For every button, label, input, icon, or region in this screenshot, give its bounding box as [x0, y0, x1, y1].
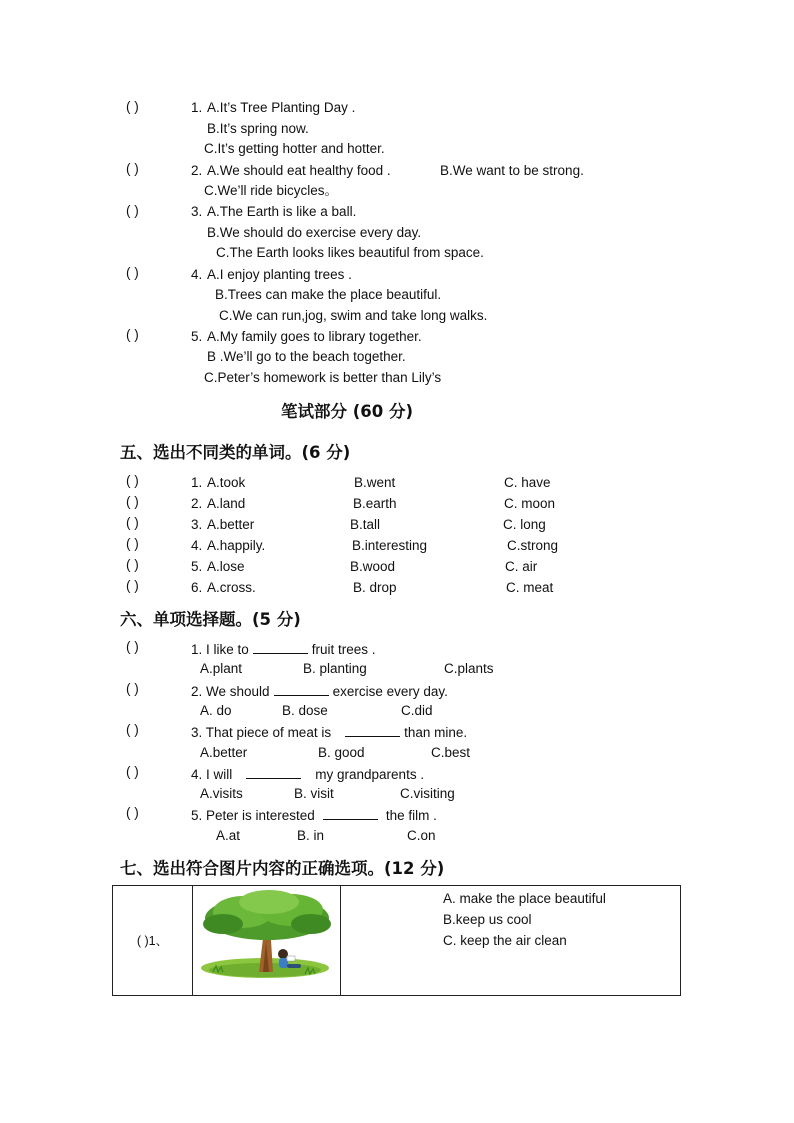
- option-c: C.The Earth looks likes beautiful from space.: [216, 245, 484, 260]
- choice-b: B.interesting: [352, 538, 428, 553]
- section7-heading: 七、选出符合图片内容的正确选项。(12 分): [120, 859, 445, 878]
- row-number: 4.: [191, 538, 203, 553]
- question-number: 4.: [191, 267, 203, 282]
- choice-a: A.took: [207, 475, 246, 490]
- answer-paren[interactable]: ( ): [126, 578, 139, 593]
- stem-text: 5. Peter is interested: [191, 808, 315, 823]
- option-a: A.I enjoy planting trees .: [207, 267, 352, 282]
- written-part-title: 笔试部分 (60 分): [281, 402, 414, 421]
- row-number: 1.: [191, 475, 203, 490]
- choice-c: C. air: [505, 559, 538, 574]
- option-c: C.We’ll ride bicycles。: [204, 183, 339, 198]
- option-b: B. planting: [303, 661, 367, 676]
- choice-c: C.strong: [507, 538, 559, 553]
- choice-c: C. meat: [506, 580, 554, 595]
- choice-a: A.lose: [207, 559, 245, 574]
- section6-heading: 六、单项选择题。(5 分): [120, 610, 301, 629]
- fill-blank[interactable]: [274, 683, 329, 696]
- option-a: A. make the place beautiful: [443, 891, 606, 906]
- stem-text: 2. We should: [191, 684, 270, 699]
- question-stem: [191, 683, 448, 700]
- stem-text: fruit trees .: [311, 642, 376, 657]
- answer-paren[interactable]: ( ): [126, 265, 139, 280]
- answer-paren[interactable]: ( ): [126, 536, 139, 551]
- option-c: C. keep the air clean: [443, 933, 567, 948]
- answer-cell[interactable]: [113, 886, 193, 996]
- stem-text: the film .: [385, 808, 437, 823]
- choice-a: A.happily.: [207, 538, 266, 553]
- stem-text: than mine.: [404, 725, 468, 740]
- option-c: C.Peter’s homework is better than Lily’s: [204, 370, 442, 385]
- option-a: A.The Earth is like a ball.: [207, 204, 357, 219]
- choice-c: C. long: [503, 517, 546, 532]
- option-b: B.Trees can make the place beautiful.: [215, 287, 442, 302]
- option-a: A.visits: [200, 786, 243, 801]
- choice-a: A.land: [207, 496, 246, 511]
- answer-paren[interactable]: ( ): [126, 473, 139, 488]
- row-number: 5.: [191, 559, 203, 574]
- question-stem: [191, 724, 467, 741]
- question-stem: [191, 641, 376, 658]
- option-c: C.We can run,jog, swim and take long walks.: [219, 308, 488, 323]
- option-b: B. dose: [282, 703, 328, 718]
- section5-heading: 五、选出不同类的单词。(6 分): [120, 443, 351, 462]
- stem-text: 4. I will: [191, 767, 233, 782]
- choice-c: C. have: [504, 475, 551, 490]
- picture-question-table: [112, 885, 681, 996]
- answer-label: ( )1、: [136, 933, 169, 948]
- option-a: A.better: [200, 745, 248, 760]
- option-c: C.best: [431, 745, 471, 760]
- choice-c: C. moon: [504, 496, 556, 511]
- choice-b: B.wood: [350, 559, 396, 574]
- choice-a: A.better: [207, 517, 255, 532]
- stem-text: 3. That piece of meat is: [191, 725, 332, 740]
- answer-paren[interactable]: ( ): [126, 557, 139, 572]
- fill-blank[interactable]: [246, 766, 301, 779]
- option-c: C.plants: [444, 661, 494, 676]
- answer-paren[interactable]: ( ): [126, 764, 139, 779]
- option-c: C.did: [401, 703, 433, 718]
- question-number: 3.: [191, 204, 203, 219]
- stem-text: 1. I like to: [191, 642, 249, 657]
- option-b: B. good: [318, 745, 365, 760]
- answer-paren[interactable]: ( ): [126, 722, 139, 737]
- question-stem: [191, 807, 437, 824]
- option-b: B. visit: [294, 786, 334, 801]
- answer-paren[interactable]: ( ): [126, 203, 139, 218]
- choice-b: B.went: [354, 475, 396, 490]
- answer-paren[interactable]: ( ): [126, 639, 139, 654]
- option-c: C.visiting: [400, 786, 455, 801]
- question-stem: [191, 766, 424, 783]
- row-number: 6.: [191, 580, 203, 595]
- option-a: A.It’s Tree Planting Day .: [207, 100, 356, 115]
- option-a: A.plant: [200, 661, 243, 676]
- options-cell: [341, 886, 681, 996]
- answer-paren[interactable]: ( ): [126, 161, 139, 176]
- table-row: [113, 886, 681, 996]
- option-c: C.on: [407, 828, 436, 843]
- choice-b: B.earth: [353, 496, 397, 511]
- answer-paren[interactable]: ( ): [126, 494, 139, 509]
- answer-paren[interactable]: ( ): [126, 681, 139, 696]
- stem-text: my grandparents .: [315, 767, 425, 782]
- option-a: A. do: [200, 703, 232, 718]
- image-cell: [193, 886, 341, 996]
- option-b: B.We want to be strong.: [440, 163, 584, 178]
- option-b: B.It’s spring now.: [207, 121, 309, 136]
- option-c: C.It’s getting hotter and hotter.: [204, 141, 385, 156]
- choice-b: B. drop: [353, 580, 397, 595]
- choice-b: B.tall: [350, 517, 381, 532]
- stem-text: exercise every day.: [332, 684, 448, 699]
- fill-blank[interactable]: [345, 724, 400, 737]
- fill-blank[interactable]: [253, 641, 308, 654]
- fill-blank[interactable]: [323, 807, 378, 820]
- option-a: A.My family goes to library together.: [207, 329, 422, 344]
- row-number: 2.: [191, 496, 203, 511]
- answer-paren[interactable]: ( ): [126, 515, 139, 530]
- answer-paren[interactable]: ( ): [126, 99, 139, 114]
- option-b: B.We should do exercise every day.: [207, 225, 422, 240]
- answer-paren[interactable]: ( ): [126, 805, 139, 820]
- question-number: 5.: [191, 329, 203, 344]
- option-b: B.keep us cool: [443, 912, 532, 927]
- question-number: 1.: [191, 100, 203, 115]
- option-a: A.at: [216, 828, 241, 843]
- option-a: A.We should eat healthy food .: [207, 163, 391, 178]
- answer-paren[interactable]: ( ): [126, 327, 139, 342]
- tree-illustration: [193, 886, 340, 990]
- choice-a: A.cross.: [207, 580, 256, 595]
- option-b: B. in: [297, 828, 325, 843]
- question-number: 2.: [191, 163, 203, 178]
- option-b: B .We’ll go to the beach together.: [207, 349, 406, 364]
- row-number: 3.: [191, 517, 203, 532]
